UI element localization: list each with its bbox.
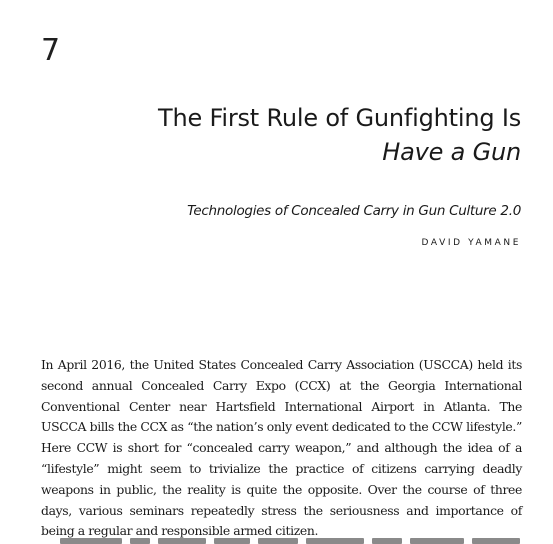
chapter-author: DAVID YAMANE <box>421 238 521 248</box>
chapter-number: 7 <box>41 33 61 68</box>
cut-off-word <box>410 538 464 544</box>
cut-off-word <box>158 538 206 544</box>
cut-off-word <box>306 538 364 544</box>
cut-off-word <box>130 538 150 544</box>
chapter-title-line-2: Have a Gun <box>382 138 521 166</box>
cut-off-word <box>472 538 520 544</box>
chapter-title-line-1: The First Rule of Gunfighting Is <box>158 104 521 132</box>
cut-off-word <box>60 538 122 544</box>
cut-off-word <box>372 538 402 544</box>
body-paragraph: In April 2016, the United States Concealed Carry Association (USCCA) held its second annual Concealed Carry Expo (CCX) at the Georgia International Conventional Center near Hartsfield International Airport in Atlanta. The USCCA bills the CCX as “the nation’s only event dedicated to the CCW lifestyle.” Here CCW is short for “concealed carry weapon,” and although the idea of a “lifestyle” might seem to trivialize the practice of citizens carrying deadly weapons in public, the reality is quite the opposite. Over the course of three days, various seminars repeatedly stress the seriousness and importance of being a regular and responsible armed citizen. <box>41 357 522 539</box>
cut-off-word <box>258 538 298 544</box>
chapter-subtitle: Technologies of Concealed Carry in Gun Culture 2.0 <box>187 203 521 219</box>
chapter-title <box>41 101 521 169</box>
cut-off-word <box>214 538 250 544</box>
cut-off-text-line <box>60 531 522 544</box>
